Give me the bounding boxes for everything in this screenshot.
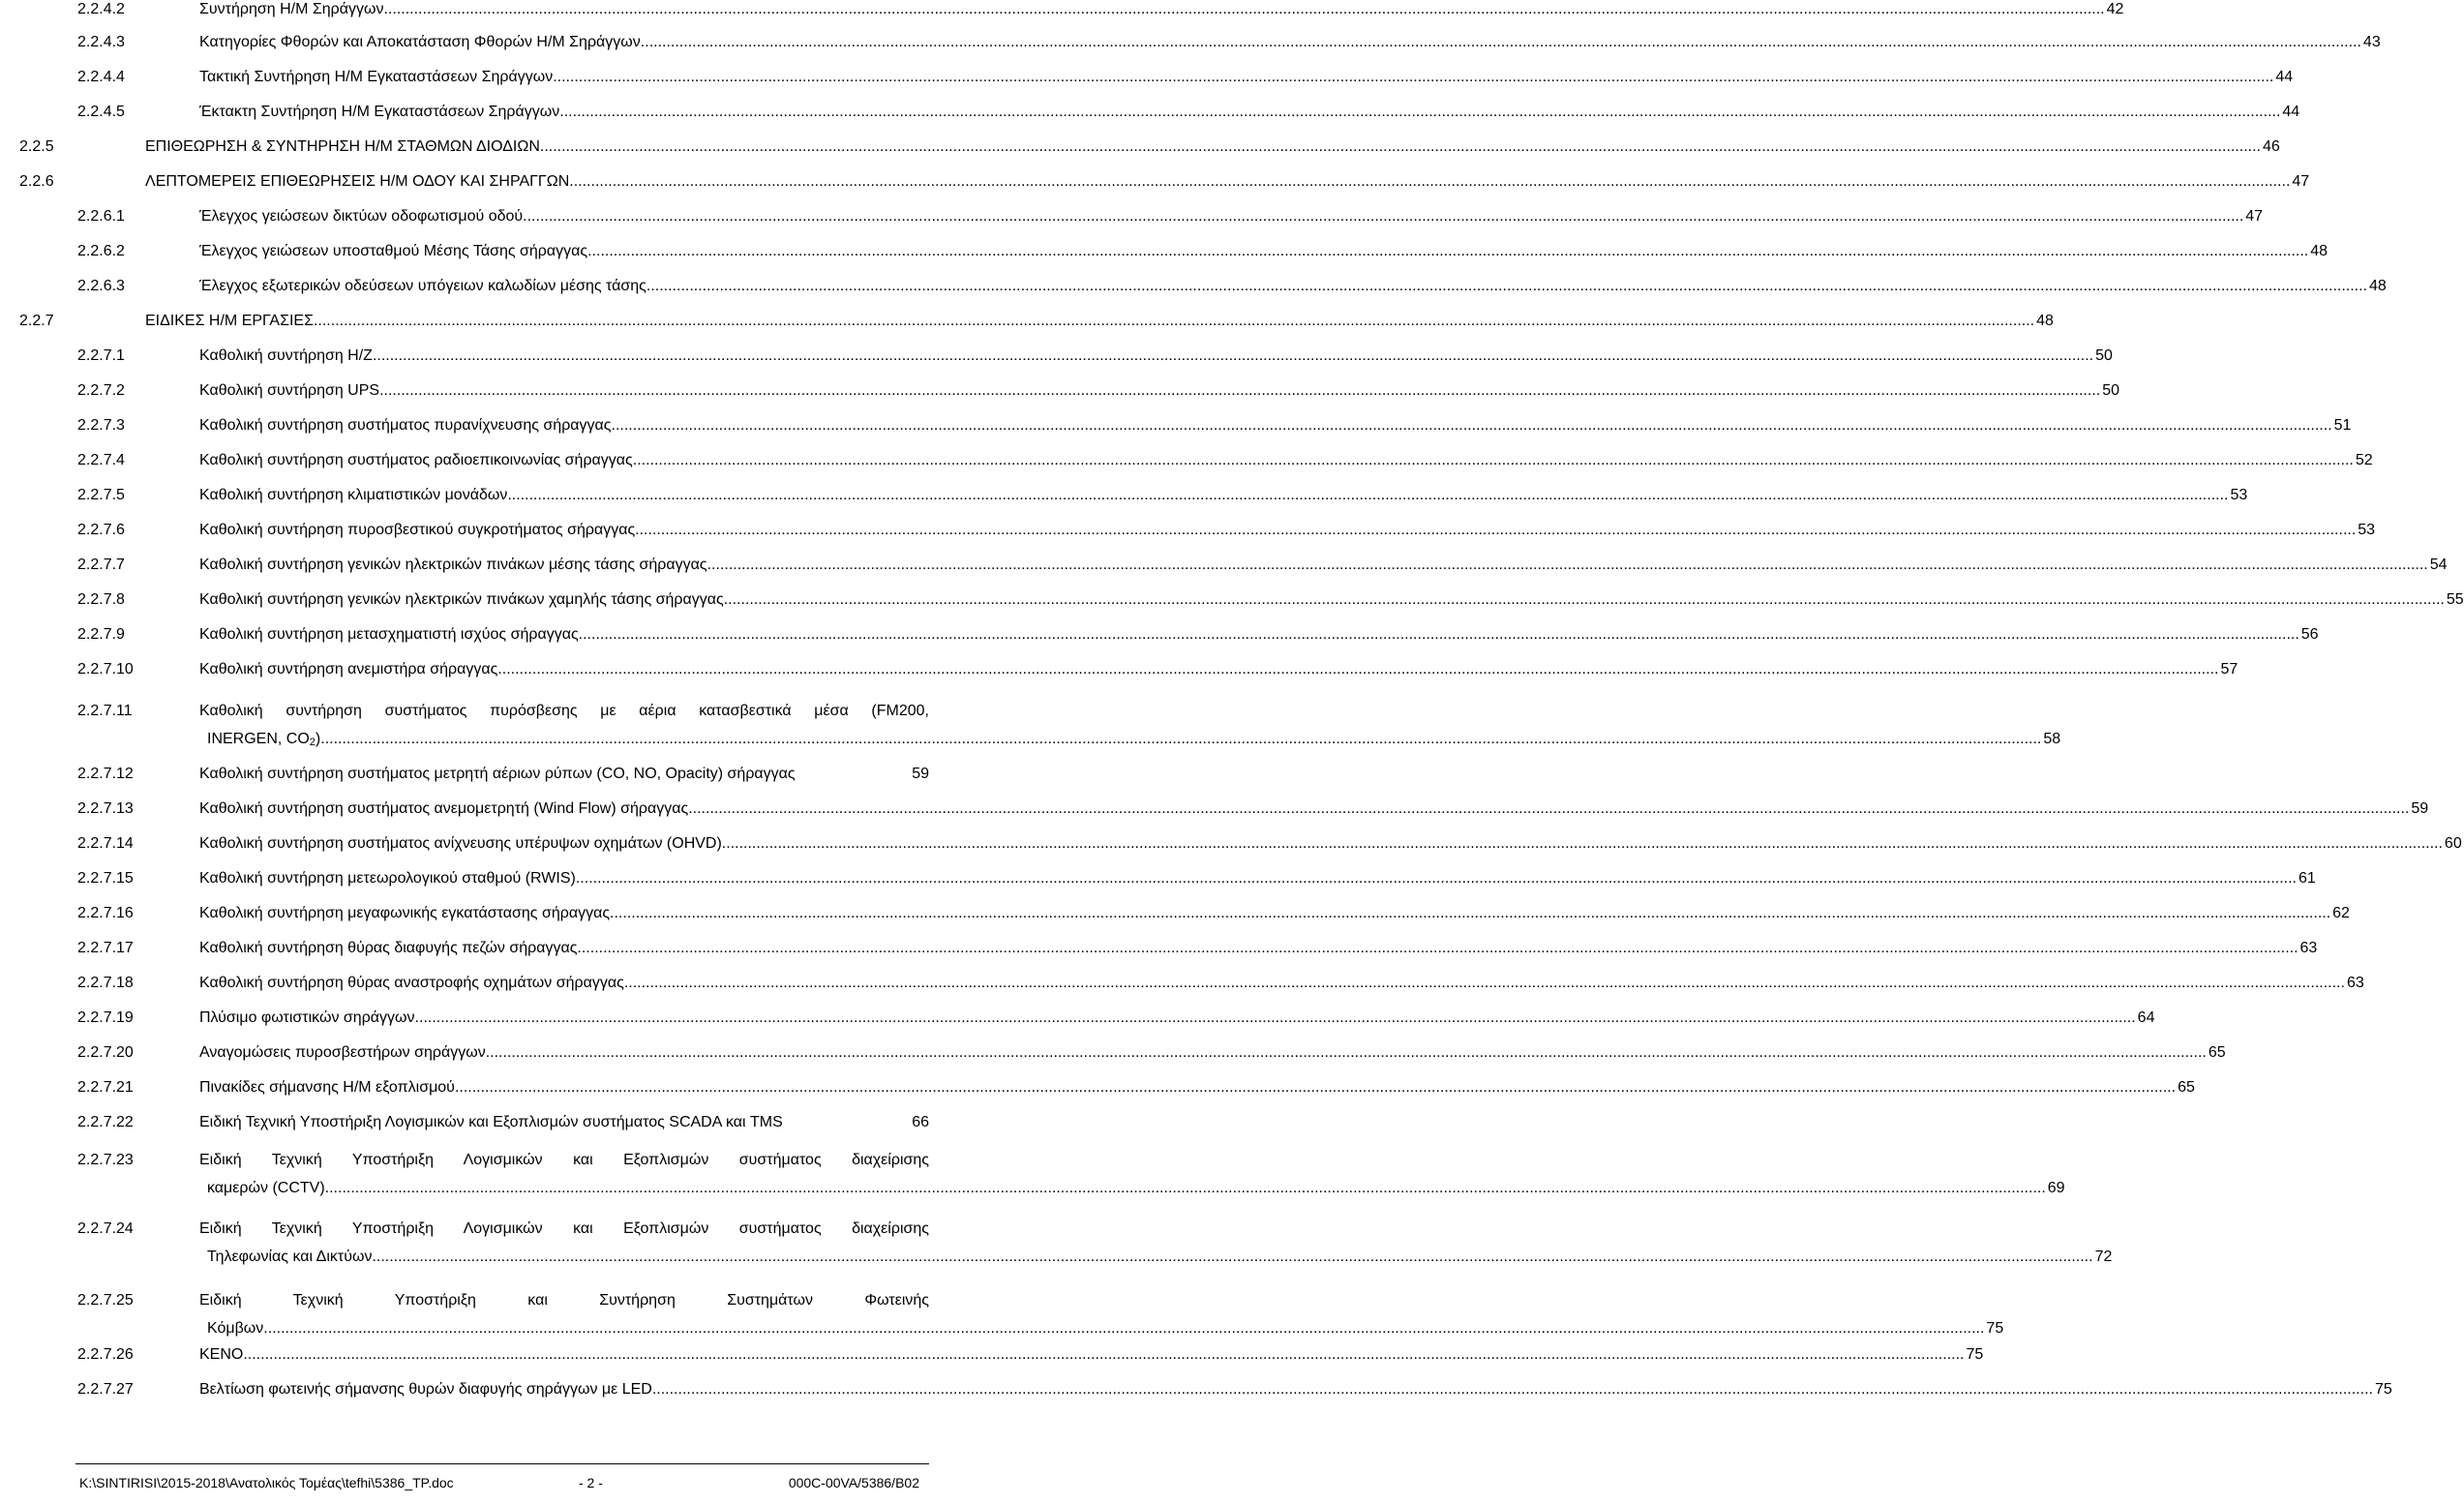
toc-entry-line	[199, 904, 2350, 923]
toc-entry-title-text: Καθολική συντήρηση συστήματος μετρητή αέριων ρύπων (CO, NO, Opacity) σήραγγας	[199, 766, 796, 782]
toc-entry-line	[199, 1008, 2155, 1028]
toc-entry-title-text: Έλεγχος εξωτερικών οδεύσεων υπόγειων καλωδίων μέσης τάσης	[199, 278, 646, 294]
toc-entry-number: 2.2.7.11	[77, 703, 133, 719]
toc-entry-title-text: Καθολική συντήρηση μετασχηματιστή ισχύος σήραγγας	[199, 626, 579, 643]
toc-dot-leader: ................................................................................................................................................................................................................................................................................................................................................................................................................	[320, 731, 2042, 747]
toc-entry-number: 2.2.7.17	[77, 940, 134, 956]
toc-entry-number: 2.2.6.3	[77, 278, 125, 294]
toc-dot-leader: ................................................................................................................................................................................................................................................................................................................................................................................................................	[610, 905, 2331, 921]
toc-entry-number: 2.2.6	[19, 173, 54, 190]
toc-entry-page: 58	[2043, 731, 2061, 747]
toc-entry-number: 2.2.6.1	[77, 208, 125, 225]
toc-entry-line	[199, 974, 2364, 993]
toc-entry-line	[145, 172, 2310, 192]
toc-dot-leader: ................................................................................................................................................................................................................................................................................................................................................................................................................	[414, 1009, 2136, 1026]
toc-entry-page: 44	[2282, 104, 2300, 120]
toc-entry-number: 2.2.7.7	[77, 557, 125, 573]
toc-entry-number: 2.2.7.23	[77, 1152, 134, 1168]
toc-entry-title	[199, 834, 722, 854]
toc-entry-title-text: Καθολική συντήρηση γενικών ηλεκτρικών πινάκων μέσης τάσης σήραγγας	[199, 557, 707, 573]
toc-entry-title-text: Καθολική συντήρηση συστήματος ραδιοεπικοινωνίας σήραγγας	[199, 452, 633, 468]
toc-entry-title	[199, 799, 688, 819]
toc-entry-title	[207, 1248, 372, 1267]
toc-entry-number: 2.2.6.2	[77, 243, 125, 259]
toc-entry-title-text: Καθολική συντήρηση μεγαφωνικής εγκατάστασης σήραγγας	[199, 905, 611, 921]
toc-entry-title-text: Καθολική συντήρηση μετεωρολογικού σταθμού (RWIS)	[199, 870, 576, 887]
toc-dot-leader: ................................................................................................................................................................................................................................................................................................................................................................................................................	[372, 347, 2094, 364]
toc-dot-leader: ................................................................................................................................................................................................................................................................................................................................................................................................................	[611, 417, 2332, 434]
toc-entry-title-text: Καθολική συντήρηση συστήματος πυρανίχνευσης σήραγγας	[199, 417, 612, 434]
toc-entry-title-text: INERGEN, CO	[207, 731, 310, 747]
toc-entry-page: 51	[2333, 417, 2352, 434]
toc-entry-line	[207, 1179, 2065, 1198]
toc-dot-leader: ................................................................................................................................................................................................................................................................................................................................................................................................................	[569, 173, 2291, 190]
toc-entry-page: 64	[2137, 1009, 2155, 1026]
toc-entry-line	[207, 1248, 2113, 1267]
toc-entry-title	[199, 1113, 783, 1132]
toc-entry-title	[199, 1380, 652, 1400]
toc-entry-line	[145, 312, 2054, 331]
toc-entry-title	[199, 0, 383, 19]
toc-entry-line	[207, 1319, 2004, 1339]
toc-entry-title-text: Καθολική συντήρηση Η/Ζ	[199, 347, 373, 364]
toc-entry-line	[199, 939, 2318, 958]
toc-entry-page: 63	[2346, 975, 2364, 991]
toc-entry-title	[199, 277, 646, 296]
toc-dot-leader: ................................................................................................................................................................................................................................................................................................................................................................................................................	[497, 661, 2219, 677]
toc-entry-page: 48	[2036, 313, 2054, 329]
toc-entry-title-text: Έλεγχος γειώσεων δικτύων οδοφωτισμού οδού	[199, 208, 524, 225]
toc-entry-title	[145, 312, 314, 331]
toc-entry-title-text: Καθολική συντήρηση κλιματιστικών μονάδων	[199, 487, 508, 503]
toc-dot-leader: ................................................................................................................................................................................................................................................................................................................................................................................................................	[575, 870, 2297, 887]
toc-entry-line	[199, 834, 2462, 854]
toc-entry-title-text: ΛΕΠΤΟΜΕΡΕΙΣ ΕΠΙΘΕΩΡΗΣΕΙΣ Η/Μ ΟΔΟΥ ΚΑΙ ΣΗΡΑΓΓΩΝ	[145, 173, 570, 190]
toc-entry-title-text: Συντήρηση Η/Μ Σηράγγων	[199, 1, 384, 17]
toc-dot-leader: ................................................................................................................................................................................................................................................................................................................................................................................................................	[578, 626, 2299, 643]
toc-entry-title	[145, 137, 540, 157]
toc-dot-leader: ................................................................................................................................................................................................................................................................................................................................................................................................................	[646, 278, 2367, 294]
toc-entry-line	[199, 1078, 2195, 1098]
toc-entry-title-text-end: )	[315, 731, 321, 747]
toc-entry-title	[199, 1078, 455, 1098]
toc-entry-title	[199, 1043, 486, 1063]
toc-entry-page: 75	[1966, 1346, 1984, 1363]
toc-entry-number: 2.2.7.20	[77, 1044, 134, 1061]
toc-entry-title-text: Βελτίωση φωτεινής σήμανσης θυρών διαφυγής σηράγγων με LED	[199, 1381, 652, 1398]
footer-file-path: K:\SINTIRISI\2015-2018\Ανατολικός Τομέας\tefhi\5386_TP.doc	[79, 1475, 454, 1490]
toc-dot-leader: ................................................................................................................................................................................................................................................................................................................................................................................................................	[263, 1320, 1985, 1337]
toc-entry-title-subscript: 2	[309, 737, 316, 748]
toc-entry-line	[199, 590, 2464, 610]
toc-entry-number: 2.2.7.5	[77, 487, 125, 503]
footer-page-number: - 2 -	[579, 1475, 603, 1490]
toc-dot-leader	[783, 1113, 910, 1132]
toc-entry-page: 66	[912, 1114, 929, 1130]
toc-entry-title	[199, 207, 523, 226]
toc-entry-title-text: Καθολική συντήρηση θύρας διαφυγής πεζών σήραγγας	[199, 940, 578, 956]
toc-entry-page: 47	[2245, 208, 2264, 225]
toc-entry-page: 48	[2369, 278, 2387, 294]
toc-entry-title	[207, 1319, 263, 1339]
toc-entry-page: 47	[2292, 173, 2310, 190]
toc-entry-page: 46	[2263, 138, 2280, 155]
toc-entry-page: 44	[2275, 69, 2294, 85]
toc-entry-title-text: Καθολική συντήρηση συστήματος ανίχνευσης υπέρυψων οχημάτων (OHVD)	[199, 835, 722, 852]
toc-entry-title-text: Κατηγορίες Φθορών και Αποκατάσταση Φθορών Η/Μ Σηράγγων	[199, 34, 641, 50]
toc-entry-title-text: Καθολική συντήρηση ανεμιστήρα σήραγγας	[199, 661, 498, 677]
toc-entry-page: 59	[912, 766, 929, 782]
toc-entry-title-text: Ειδική Τεχνική Υποστήριξη Λογισμικών και Εξοπλισμών συστήματος SCADA και TMS	[199, 1114, 783, 1130]
toc-dot-leader: ................................................................................................................................................................................................................................................................................................................................................................................................................	[632, 452, 2354, 468]
toc-dot-leader: ................................................................................................................................................................................................................................................................................................................................................................................................................	[623, 975, 2345, 991]
toc-entry-number: 2.2.7.6	[77, 522, 125, 538]
toc-entry-title-text: Τηλεφωνίας και Δικτύων	[207, 1249, 373, 1265]
toc-entry-number: 2.2.7.13	[77, 800, 134, 817]
toc-entry-line	[199, 346, 2113, 366]
toc-entry-title-text: Έκτακτη Συντήρηση Η/Μ Εγκαταστάσεων Σηράγγων	[199, 104, 560, 120]
toc-entry-number: 2.2.7.25	[77, 1292, 134, 1309]
footer-rule	[75, 1463, 929, 1464]
toc-entry-title-line1: Καθολική συντήρηση συστήματος πυρόσβεσης με αέρια κατασβεστικά μέσα (FM200,	[199, 703, 929, 719]
toc-entry-page: 65	[2178, 1079, 2195, 1096]
toc-dot-leader: ................................................................................................................................................................................................................................................................................................................................................................................................................	[324, 1180, 2046, 1196]
toc-entry-line	[199, 103, 2300, 122]
toc-entry-number: 2.2.7	[19, 313, 54, 329]
toc-entry-title-text: καμερών (CCTV)	[207, 1180, 325, 1196]
toc-entry-page: 65	[2208, 1044, 2226, 1061]
toc-entry-line	[199, 765, 929, 784]
toc-entry-line	[199, 381, 2119, 401]
toc-dot-leader: ................................................................................................................................................................................................................................................................................................................................................................................................................	[577, 940, 2299, 956]
toc-dot-leader	[796, 765, 911, 784]
toc-dot-leader: ................................................................................................................................................................................................................................................................................................................................................................................................................	[313, 313, 2035, 329]
toc-entry-title-text: Καθολική συντήρηση UPS	[199, 382, 380, 399]
toc-dot-leader: ................................................................................................................................................................................................................................................................................................................................................................................................................	[723, 591, 2445, 608]
toc-entry-number: 2.2.7.27	[77, 1381, 134, 1398]
toc-entry-line	[207, 730, 2061, 752]
toc-entry-number: 2.2.7.8	[77, 591, 125, 608]
toc-entry-number: 2.2.7.22	[77, 1114, 134, 1130]
toc-dot-leader: ................................................................................................................................................................................................................................................................................................................................................................................................................	[523, 208, 2244, 225]
toc-entry-page: 55	[2446, 591, 2464, 608]
toc-dot-leader: ................................................................................................................................................................................................................................................................................................................................................................................................................	[507, 487, 2229, 503]
toc-entry-number: 2.2.7.19	[77, 1009, 134, 1026]
toc-entry-line	[199, 1113, 929, 1132]
toc-entry-title-text: Τακτική Συντήρηση Η/Μ Εγκαταστάσεων Σηράγγων	[199, 69, 554, 85]
toc-dot-leader: ................................................................................................................................................................................................................................................................................................................................................................................................................	[553, 69, 2274, 85]
toc-dot-leader: ................................................................................................................................................................................................................................................................................................................................................................................................................	[721, 835, 2443, 852]
toc-entry-number: 2.2.7.12	[77, 766, 134, 782]
toc-entry-page: 59	[2411, 800, 2429, 817]
toc-entry-title	[145, 172, 569, 192]
toc-dot-leader: ................................................................................................................................................................................................................................................................................................................................................................................................................	[651, 1381, 2373, 1398]
toc-entry-line	[199, 1380, 2392, 1400]
toc-entry-title-text: Κόμβων	[207, 1320, 264, 1337]
toc-entry-title	[199, 625, 579, 645]
toc-entry-number: 2.2.4.5	[77, 104, 125, 120]
toc-entry-line	[199, 521, 2376, 540]
toc-entry-line	[199, 625, 2319, 645]
toc-entry-number: 2.2.7.15	[77, 870, 134, 887]
toc-entry-title	[199, 346, 373, 366]
toc-entry-title	[199, 904, 610, 923]
toc-entry-number: 2.2.7.9	[77, 626, 125, 643]
toc-entry-line	[199, 33, 2381, 52]
toc-dot-leader: ................................................................................................................................................................................................................................................................................................................................................................................................................	[706, 557, 2428, 573]
toc-entry-page: 53	[2358, 522, 2376, 538]
toc-dot-leader: ................................................................................................................................................................................................................................................................................................................................................................................................................	[688, 800, 2410, 817]
toc-entry-title-text: ΕΠΙΘΕΩΡΗΣΗ & ΣΥΝΤΗΡΗΣΗ Η/Μ ΣΤΑΘΜΩΝ ΔΙΟΔΙΩΝ	[145, 138, 540, 155]
toc-dot-leader: ................................................................................................................................................................................................................................................................................................................................................................................................................	[539, 138, 2261, 155]
toc-entry-line	[199, 451, 2373, 470]
toc-entry-line	[199, 869, 2316, 888]
toc-entry-title	[199, 869, 576, 888]
toc-entry-title-text: Πλύσιμο φωτιστικών σηράγγων	[199, 1009, 415, 1026]
toc-entry-page: 43	[2362, 34, 2381, 50]
toc-entry-title-line1: Ειδική Τεχνική Υποστήριξη και Συντήρηση Συστημάτων Φωτεινής	[199, 1292, 929, 1309]
toc-entry-page: 61	[2298, 870, 2316, 887]
toc-entry-page: 42	[2106, 1, 2124, 17]
toc-entry-number: 2.2.7.3	[77, 417, 125, 434]
toc-entry-number: 2.2.7.10	[77, 661, 134, 677]
toc-entry-title	[199, 1345, 243, 1365]
toc-entry-number: 2.2.4.2	[77, 1, 125, 17]
toc-entry-line	[199, 660, 2239, 679]
toc-entry-title	[199, 765, 796, 784]
toc-entry-number: 2.2.5	[19, 138, 54, 155]
toc-entry-page: 63	[2299, 940, 2318, 956]
toc-entry-line	[199, 242, 2329, 261]
toc-entry-title	[199, 381, 379, 401]
toc-entry-number: 2.2.7.21	[77, 1079, 134, 1096]
toc-entry-line	[199, 799, 2429, 819]
toc-entry-line	[199, 277, 2387, 296]
toc-entry-page: 75	[2374, 1381, 2392, 1398]
toc-entry-title	[199, 556, 707, 575]
toc-entry-title	[199, 103, 559, 122]
toc-dot-leader: ................................................................................................................................................................................................................................................................................................................................................................................................................	[640, 34, 2361, 50]
toc-dot-leader: ................................................................................................................................................................................................................................................................................................................................................................................................................	[587, 243, 2309, 259]
toc-entry-title-text: Πινακίδες σήμανσης Η/Μ εξοπλισμού	[199, 1079, 455, 1096]
toc-entry-page: 52	[2355, 452, 2373, 468]
toc-entry-page: 56	[2300, 626, 2319, 643]
toc-dot-leader: ................................................................................................................................................................................................................................................................................................................................................................................................................	[485, 1044, 2207, 1061]
toc-entry-line	[199, 0, 2124, 19]
toc-entry-line	[199, 556, 2448, 575]
toc-dot-leader: ................................................................................................................................................................................................................................................................................................................................................................................................................	[635, 522, 2357, 538]
footer-document-code: 000C-00VA/5386/B02	[788, 1475, 919, 1490]
toc-entry-number: 2.2.7.24	[77, 1220, 134, 1237]
toc-entry-title	[199, 1008, 415, 1028]
toc-entry-title	[199, 242, 587, 261]
toc-entry-title	[199, 974, 624, 993]
toc-entry-number: 2.2.7.16	[77, 905, 134, 921]
toc-entry-number: 2.2.7.26	[77, 1346, 134, 1363]
toc-entry-title	[199, 33, 641, 52]
toc-entry-title	[199, 939, 577, 958]
toc-entry-title	[207, 1179, 325, 1198]
toc-entry-page: 48	[2310, 243, 2329, 259]
toc-entry-title-text: Καθολική συντήρηση γενικών ηλεκτρικών πινάκων χαμηλής τάσης σήραγγας	[199, 591, 724, 608]
toc-dot-leader: ................................................................................................................................................................................................................................................................................................................................................................................................................	[454, 1079, 2177, 1096]
toc-entry-line	[199, 1345, 1984, 1365]
toc-entry-title-text: Αναγομώσεις πυροσβεστήρων σηράγγων	[199, 1044, 486, 1061]
toc-entry-title-text: ΕΙΔΙΚΕΣ Η/Μ ΕΡΓΑΣΙΕΣ	[145, 313, 314, 329]
toc-entry-line	[199, 486, 2248, 505]
toc-dot-leader: ................................................................................................................................................................................................................................................................................................................................................................................................................	[559, 104, 2281, 120]
toc-entry-title	[207, 730, 320, 752]
toc-entry-page: 57	[2220, 661, 2239, 677]
toc-entry-page: 62	[2332, 905, 2350, 921]
toc-dot-leader: ................................................................................................................................................................................................................................................................................................................................................................................................................	[383, 1, 2105, 17]
toc-entry-title-line1: Ειδική Τεχνική Υποστήριξη Λογισμικών και Εξοπλισμών συστήματος διαχείρισης	[199, 1220, 929, 1237]
toc-entry-line	[145, 137, 2280, 157]
toc-entry-title-text: Καθολική συντήρηση συστήματος ανεμομετρητή (Wind Flow) σήραγγας	[199, 800, 689, 817]
toc-entry-number: 2.2.7.14	[77, 835, 134, 852]
toc-entry-title	[199, 521, 635, 540]
toc-entry-page: 50	[2095, 347, 2113, 364]
toc-entry-number: 2.2.7.1	[77, 347, 125, 364]
toc-entry-title-line1: Ειδική Τεχνική Υποστήριξη Λογισμικών και Εξοπλισμών συστήματος διαχείρισης	[199, 1152, 929, 1168]
toc-entry-page: 60	[2444, 835, 2462, 852]
toc-entry-title	[199, 68, 553, 87]
toc-entry-title	[199, 451, 633, 470]
toc-entry-title-text: Έλεγχος γειώσεων υποσταθμού Μέσης Τάσης σήραγγας	[199, 243, 588, 259]
toc-entry-line	[199, 416, 2352, 436]
toc-entry-number: 2.2.7.2	[77, 382, 125, 399]
toc-entry-page: 75	[1986, 1320, 2004, 1337]
toc-entry-title	[199, 590, 724, 610]
toc-dot-leader: ................................................................................................................................................................................................................................................................................................................................................................................................................	[372, 1249, 2093, 1265]
toc-entry-page: 54	[2429, 557, 2448, 573]
toc-entry-line	[199, 207, 2264, 226]
toc-entry-title-text: ΚΕΝΟ	[199, 1346, 244, 1363]
toc-entry-line	[199, 68, 2294, 87]
toc-entry-page: 53	[2230, 487, 2248, 503]
toc-entry-line	[199, 1043, 2226, 1063]
toc-entry-title	[199, 416, 612, 436]
toc-entry-title-text: Καθολική συντήρηση θύρας αναστροφής οχημάτων σήραγγας	[199, 975, 624, 991]
toc-entry-number: 2.2.4.3	[77, 34, 125, 50]
toc-entry-title-text: Καθολική συντήρηση πυροσβεστικού συγκροτήματος σήραγγας	[199, 522, 636, 538]
toc-entry-title	[199, 660, 497, 679]
toc-dot-leader: ................................................................................................................................................................................................................................................................................................................................................................................................................	[243, 1346, 1965, 1363]
toc-entry-page: 72	[2094, 1249, 2113, 1265]
toc-entry-page: 50	[2102, 382, 2119, 399]
toc-entry-number: 2.2.7.18	[77, 975, 134, 991]
toc-entry-number: 2.2.7.4	[77, 452, 125, 468]
toc-entry-page: 69	[2047, 1180, 2065, 1196]
toc-entry-title	[199, 486, 507, 505]
toc-dot-leader: ................................................................................................................................................................................................................................................................................................................................................................................................................	[379, 382, 2101, 399]
toc-entry-number: 2.2.4.4	[77, 69, 125, 85]
